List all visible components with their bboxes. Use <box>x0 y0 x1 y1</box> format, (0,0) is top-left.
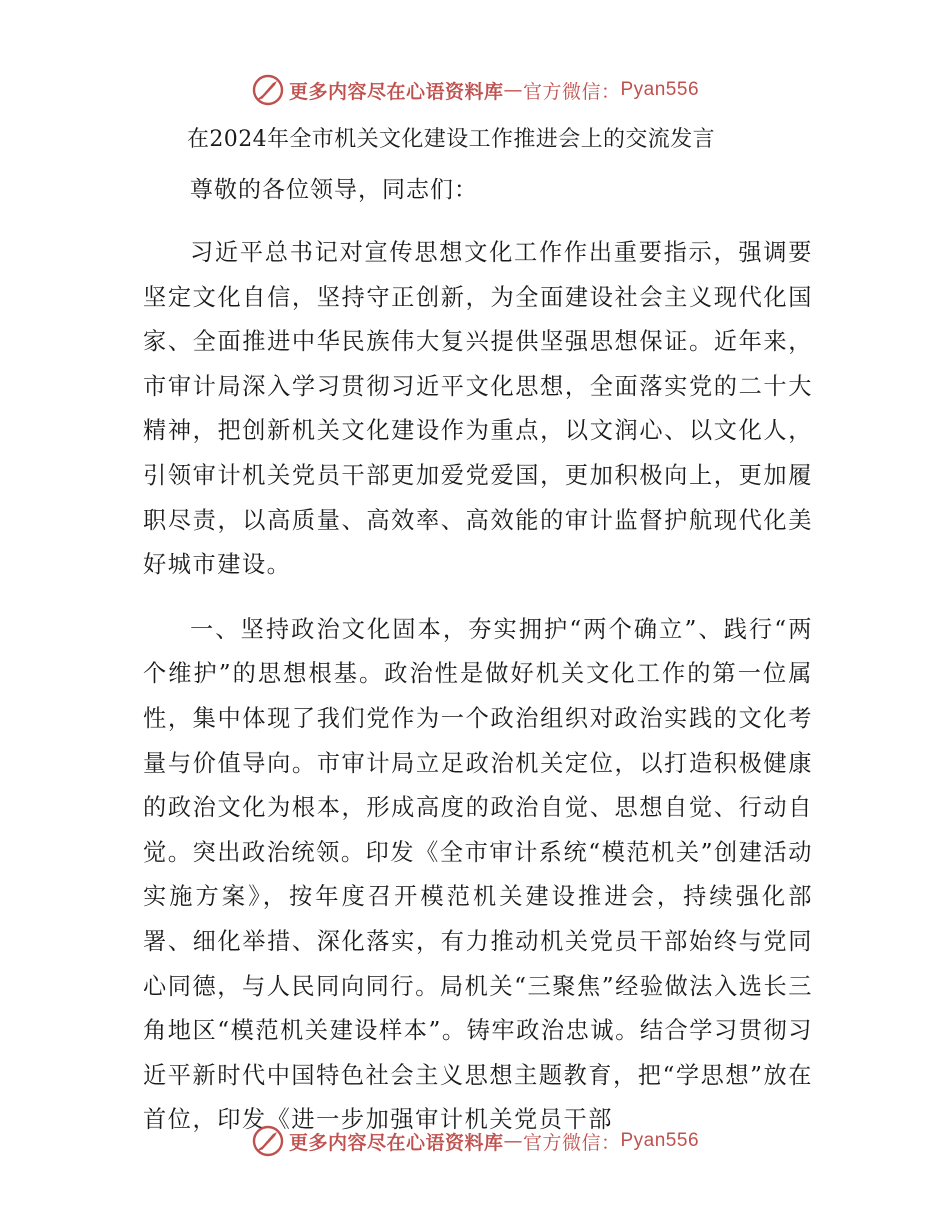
banner-official-label: 官方微信： <box>522 1131 621 1154</box>
banner-wechat-id: Pyan556 <box>620 1130 700 1151</box>
banner-official-label: 官方微信： <box>522 80 621 103</box>
banner-brand: 更多内容尽在心语资料库 <box>288 1131 504 1154</box>
watermark-banner-top <box>0 70 950 110</box>
banner-wechat-id: Pyan556 <box>620 79 700 100</box>
salutation: 尊敬的各位领导，同志们： <box>190 177 478 203</box>
banner-dash: — <box>503 79 523 101</box>
paragraph-intro: 习近平总书记对宣传思想文化工作作出重要指示，强调要坚定文化自信，坚持守正创新，为全面建设社会主义现代化国家、全面推进中华民族伟大复兴提供坚强思想保证。近年来，市审计局深入学习贯彻习近平文化思想，全面落实党的二十大精神，把创新机关文化建设作为重点，以文润心、以文化人，引领审计机关党员干部更加爱党爱国，更加积极向上，更加履职尽责，以高质量、高效率、高效能的审计监督护航现代化美好城市建设。 <box>143 239 813 579</box>
quill-circle-icon <box>251 1124 285 1158</box>
banner-brand: 更多内容尽在心语资料库 <box>288 80 504 103</box>
watermark-banner-bottom <box>0 1121 950 1161</box>
quill-circle-icon <box>251 73 285 107</box>
document-body <box>143 118 813 1143</box>
banner-dash: — <box>503 1130 523 1152</box>
paragraph-section-one: 一、坚持政治文化固本，夯实拥护“两个确立”、践行“两个维护”的思想根基。政治性是做好机关文化工作的第一位属性，集中体现了我们党作为一个政治组织对政治实践的文化考量与价值导向。市审计局立足政治机关定位，以打造积极健康的政治文化为根本，形成高度的政治自觉、思想自觉、行动自觉。突出政治统领。印发《全市审计系统“模范机关”创建活动实施方案》，按年度召开模范机关建设推进会，持续强化部署、细化举措、深化落实，有力推动机关党员干部始终与党同心同德，与人民同向同行。局机关“三聚焦”经验做法入选长三角地区“模范机关建设样本”。铸牢政治忠诚。结合学习贯彻习近平新时代中国特色社会主义思想主题教育，把“学思想”放在首位，印发《进一步加强审计机关党员干部 <box>143 615 813 1134</box>
document-title: 在2024年全市机关文化建设工作推进会上的交流发言 <box>187 127 715 152</box>
